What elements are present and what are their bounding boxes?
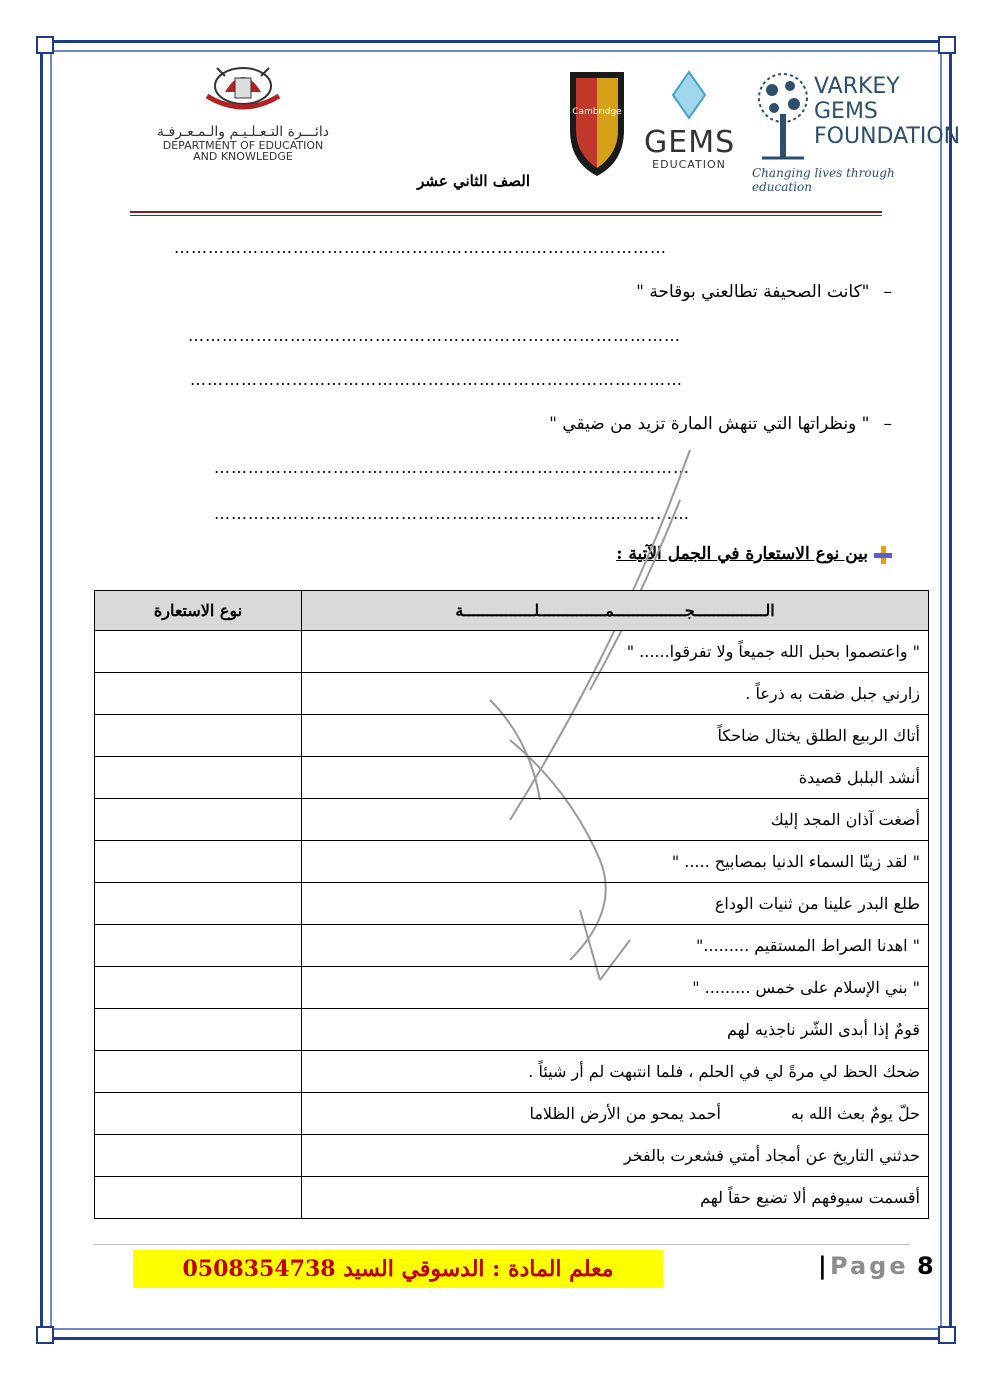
answer-cell[interactable]	[95, 1135, 302, 1177]
varkey-line-1: VARKEY	[814, 74, 900, 99]
answer-cell[interactable]	[95, 799, 302, 841]
sentence-cell: ضحك الحظ لي مرةً لي في الحلم ، فلما انتبهت لم أر شيئاً .	[302, 1051, 929, 1093]
sentence-cell: حدثني التاريخ عن أمجاد أمتي فشعرت بالفخر	[302, 1135, 929, 1177]
answer-line[interactable]: …………………………………………………………………………	[214, 504, 690, 523]
sentence-cell: طلع البدر علينا من ثنيات الوداع	[302, 883, 929, 925]
sentence-cell: أقسمت سيوفهم ألا تضيع حقاً لهم	[302, 1177, 929, 1219]
question-dash: –	[883, 414, 892, 434]
table-row	[95, 1093, 929, 1135]
varkey-foundation-logo	[752, 70, 961, 194]
sentence-cell: أنشد البلبل قصيدة	[302, 757, 929, 799]
answer-cell[interactable]	[95, 673, 302, 715]
border-corner	[36, 1326, 54, 1344]
varkey-line-3: FOUNDATION	[814, 124, 961, 149]
answer-line[interactable]: ……………………………………………………………………………	[190, 370, 683, 389]
department-name-english: DEPARTMENT OF EDUCATION	[162, 139, 324, 152]
department-logo	[88, 62, 398, 163]
sentence-cell: " لقد زينّا السماء الدنيا بمصابيح ..... "	[302, 841, 929, 883]
department-name-arabic: دائـــرة التـعـلـيـم والـمـعـرفـة	[156, 124, 330, 140]
answer-cell[interactable]	[95, 925, 302, 967]
varkey-tagline: Changing lives through education	[752, 166, 895, 194]
department-name-english-2: AND KNOWLEDGE	[193, 150, 293, 163]
table-row	[95, 1051, 929, 1093]
question-dash: –	[883, 282, 892, 302]
sentence-cell	[302, 1093, 929, 1135]
sentence-cell: " اهدنا الصراط المستقيم ........."	[302, 925, 929, 967]
table-row	[95, 757, 929, 799]
answer-line[interactable]: ……………………………………………………………………………	[174, 238, 667, 257]
teacher-credit: معلم المادة : الدسوقي السيد 0508354738	[133, 1250, 663, 1288]
gems-subtitle: EDUCATION	[652, 158, 726, 171]
sentence-cell: أصغت آذان المجد إليك	[302, 799, 929, 841]
page-word: Page	[830, 1252, 909, 1280]
gems-education-logo	[644, 70, 734, 182]
question-text: "كانت الصحيفة تطالعني بوقاحة "	[636, 282, 870, 302]
border-corner	[938, 36, 956, 54]
plus-bullet-icon	[874, 546, 892, 564]
tree-icon	[752, 70, 814, 166]
sentence-cell: أتاك الربيع الطلق يختال ضاحكاً	[302, 715, 929, 757]
answer-cell[interactable]	[95, 883, 302, 925]
sentence-cell: قومٌ إذا أبدى الشّر ناجذيه لهم	[302, 1009, 929, 1051]
table-header-row	[95, 591, 929, 631]
metaphor-table	[94, 590, 929, 1219]
header-rule	[130, 211, 882, 213]
table-row	[95, 1135, 929, 1177]
answer-cell[interactable]	[95, 1177, 302, 1219]
answer-cell[interactable]	[95, 757, 302, 799]
table-row	[95, 799, 929, 841]
sentence-cell: " واعتصموا بحبل الله جميعاً ولا تفرقوا...... "	[302, 631, 929, 673]
diamond-icon	[669, 70, 709, 120]
header-metaphor-type: نوع الاستعارة	[95, 591, 302, 631]
table-row	[95, 925, 929, 967]
table-row	[95, 1177, 929, 1219]
gems-word: GEMS	[644, 125, 736, 160]
answer-cell[interactable]	[95, 967, 302, 1009]
table-row	[95, 967, 929, 1009]
grade-label: الصف الثاني عشر	[417, 172, 530, 190]
border-corner	[938, 1326, 956, 1344]
answer-cell[interactable]	[95, 631, 302, 673]
answer-cell[interactable]	[95, 1051, 302, 1093]
table-row	[95, 673, 929, 715]
sentence-cell: زارني جبل ضقت به ذرعاً .	[302, 673, 929, 715]
table-row	[95, 841, 929, 883]
emblem-icon	[195, 62, 291, 118]
question-text: " ونظراتها التي تنهش المارة تزيد من ضيقي "	[549, 414, 870, 434]
question-1	[636, 282, 892, 302]
sentence-cell: " بني الإسلام على خمس ......... "	[302, 967, 929, 1009]
page-number-box	[818, 1252, 827, 1280]
header-sentence: الـــــــــــــــجـــــــــــــــمــــــــــــــلـــــــــــــــة	[302, 591, 929, 631]
varkey-line-2: GEMS	[814, 99, 878, 124]
verse-second-half: أحمد يمحو من الأرض الظلاما	[529, 1104, 721, 1123]
page-number: 8	[916, 1252, 934, 1280]
answer-cell[interactable]	[95, 1093, 302, 1135]
page-separator: |	[818, 1252, 827, 1280]
table-row	[95, 715, 929, 757]
header-rule-thin	[130, 215, 882, 216]
table-row	[95, 883, 929, 925]
verse-first-half: حلّ يومٌ بعث الله به	[790, 1104, 920, 1123]
cambridge-shield-icon	[568, 70, 626, 178]
table-row	[95, 1009, 929, 1051]
answer-line[interactable]: ……………………………………………………………………………	[188, 326, 681, 345]
question-2	[549, 414, 892, 434]
answer-line[interactable]: …………………………………………………………………………	[214, 458, 690, 477]
instruction-text: بين نوع الاستعارة في الجمل الآتية :	[616, 544, 868, 564]
answer-cell[interactable]	[95, 841, 302, 883]
answer-cell[interactable]	[95, 1009, 302, 1051]
footer-rule	[94, 1244, 910, 1245]
answer-cell[interactable]	[95, 715, 302, 757]
page-label-box	[830, 1252, 934, 1280]
cambridge-label: Cambridge	[572, 107, 622, 117]
border-corner	[36, 36, 54, 54]
table-row	[95, 631, 929, 673]
